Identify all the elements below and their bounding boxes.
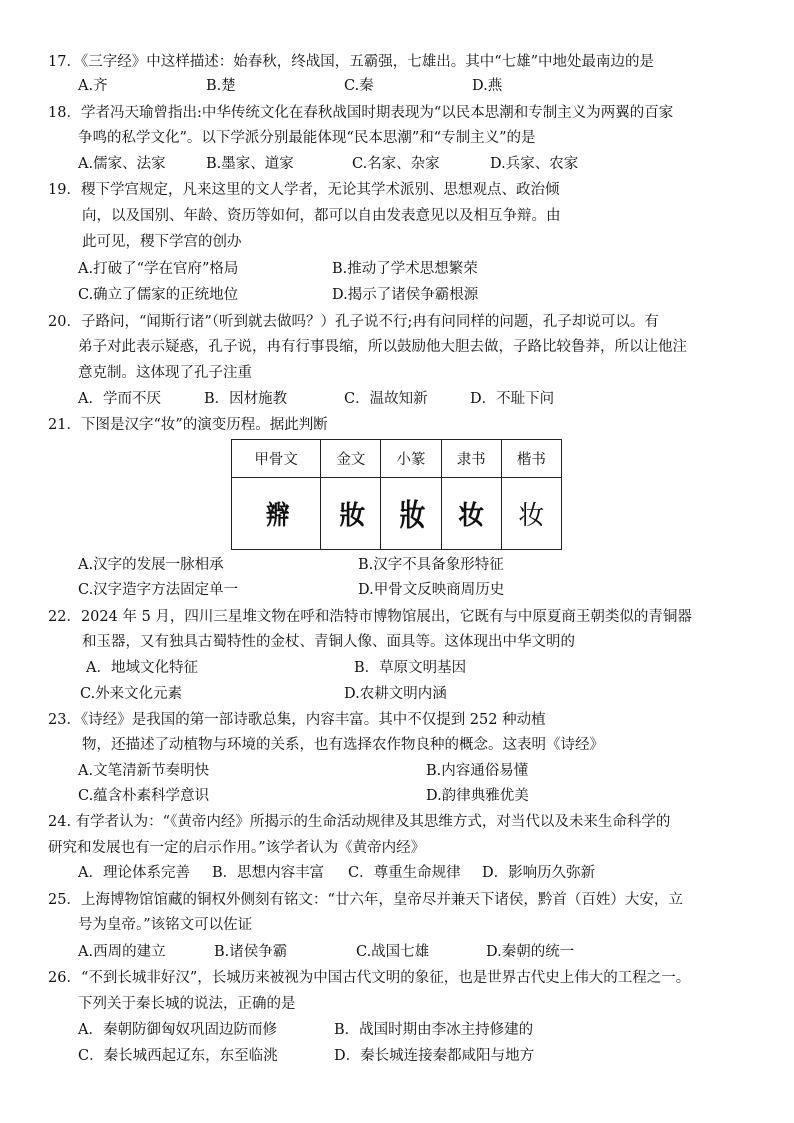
option-b: B.楚 [206, 78, 236, 94]
option-d: D.甲骨文反映商周历史 [358, 582, 505, 598]
option-b: B.内容通俗易懂 [426, 763, 529, 779]
option-a: A.打破了“学在官府”格局 [78, 261, 239, 277]
glyph-cell-oracle-bone [232, 478, 321, 550]
bronze-glyph: 妝 [339, 501, 363, 531]
question-22-stem-line-2: 和玉器，又有独具古蜀特性的金杖、青铜人像、面具等。这体现出中华文明的 [82, 634, 575, 650]
option-a: A．秦朝防御匈奴巩固边防而修 [78, 1022, 277, 1038]
glyph-cell-clerical [441, 478, 501, 550]
option-c: C.外来文化元素 [80, 686, 183, 702]
question-23-stem-line-2: 物，还描述了动植物与环境的关系，也有选择农作物良种的概念。这表明《诗经》 [82, 737, 604, 753]
question-20-stem-line-3: 意克制。这体现了孔子注重 [78, 365, 252, 381]
oracle-bone-glyph: 㸤 [266, 501, 287, 531]
option-b: B.汉字不具备象形特征 [358, 557, 504, 573]
option-d: D.农耕文明内涵 [344, 686, 447, 702]
question-19-stem-line-3: 此可见，稷下学宫的创办 [82, 234, 242, 250]
option-c: C.战国七雄 [356, 944, 430, 960]
option-d: D.秦朝的统一 [486, 944, 575, 960]
option-b: B．草原文明基因 [354, 660, 467, 676]
option-a: A．地域文化特征 [86, 660, 198, 676]
question-22-stem-line-1: 22．2024 年 5 月，四川三星堆文物在呼和浩特市博物馆展出，它既有与中原夏商王朝类似的青铜器 [48, 609, 692, 625]
option-d: D.揭示了诸侯争霸根源 [332, 287, 479, 303]
option-c: C．尊重生命规律 [348, 865, 461, 881]
question-24-stem-line-2: 研究和发展也有一定的启示作用。”该学者认为《黄帝内经》 [48, 840, 426, 856]
option-b: B．战国时期由李冰主持修建的 [334, 1022, 534, 1038]
clerical-glyph: 妆 [458, 501, 485, 531]
question-21-stem: 21．下图是汉字“妆”的演变历程。据此判断 [48, 417, 328, 433]
character-evolution-table [231, 439, 562, 550]
question-19-stem-line-2: 向，以及国别、年龄、资历等如何，都可以自由发表意见以及相互争辩。由 [82, 208, 561, 224]
option-d: D．秦长城连接秦都咸阳与地方 [334, 1048, 535, 1064]
option-c: C.确立了儒家的正统地位 [78, 287, 239, 303]
option-a: A.汉字的发展一脉相承 [78, 557, 224, 573]
glyph-cell-regular [501, 478, 561, 550]
small-seal-glyph: 妝 [399, 499, 423, 534]
option-a: A.西周的建立 [78, 944, 166, 960]
option-b: B.墨家、道家 [206, 156, 294, 172]
question-19-stem-line-1: 19．稷下学宫规定，凡来这里的文人学者，无论其学术派别、思想观点、政治倾 [48, 182, 560, 198]
header-clerical: 隶书 [441, 440, 501, 478]
option-b: B.诸侯争霸 [214, 944, 288, 960]
question-26-stem-line-1: 26．“不到长城非好汉”，长城历来被视为中国古代文明的象征，也是世界古代史上伟大的工程之一。 [48, 970, 691, 986]
header-oracle-bone: 甲骨文 [232, 440, 321, 478]
question-20-stem-line-2: 弟子对此表示疑惑，孔子说，冉有行事畏缩，所以鼓励他大胆去做，子路比较鲁莽，所以让他注 [78, 339, 687, 355]
option-d: D.燕 [472, 78, 503, 94]
option-d: D．不耻下问 [470, 391, 555, 407]
option-c: C.汉字造字方法固定单一 [78, 582, 239, 598]
question-25-stem-line-2: 号为皇帝。”该铭文可以佐证 [78, 917, 253, 933]
glyph-cell-small-seal [381, 478, 441, 550]
option-c: C．秦长城西起辽东，东至临洮 [78, 1048, 278, 1064]
option-a: A．理论体系完善 [78, 865, 190, 881]
option-c: C.名家、杂家 [352, 156, 440, 172]
question-18-stem-line-2: 争鸣的私学文化”。以下学派分别最能体现“民本思潮”和“专制主义”的是 [78, 130, 536, 146]
option-d: D．影响历久弥新 [482, 865, 596, 881]
question-24-stem-line-1: 24. 有学者认为：“《黄帝内经》所揭示的生命活动规律及其思维方式，对当代以及未来生命科学的 [48, 814, 671, 830]
option-a: A．学而不厌 [78, 391, 161, 407]
option-c: C．温故知新 [344, 391, 428, 407]
header-small-seal: 小篆 [381, 440, 441, 478]
option-d: D.韵律典雅优美 [426, 788, 529, 804]
option-a: A.齐 [78, 78, 108, 94]
glyph-cell-bronze [321, 478, 381, 550]
option-d: D.兵家、农家 [490, 156, 579, 172]
header-regular: 楷书 [501, 440, 561, 478]
question-23-stem-line-1: 23．《诗经》是我国的第一部诗歌总集，内容丰富。其中不仅提到 252 种动植 [48, 712, 546, 728]
option-c: C.秦 [344, 78, 374, 94]
question-18-stem-line-1: 18．学者冯天瑜曾指出:中华传统文化在春秋战国时期表现为“以民本思潮和专制主义为两翼的百家 [48, 105, 674, 121]
question-20-stem-line-1: 20．子路问，“闻斯行诸”（听到就去做吗？）孔子说不行;冉有问同样的问题，孔子却说可以。有 [48, 314, 659, 330]
option-c: C.蕴含朴素科学意识 [78, 788, 210, 804]
header-bronze: 金文 [321, 440, 381, 478]
question-26-stem-line-2: 下列关于秦长城的说法，正确的是 [78, 996, 296, 1012]
option-a: A.儒家、法家 [78, 156, 166, 172]
regular-glyph: 妆 [518, 501, 545, 531]
option-b: B．思想内容丰富 [212, 865, 325, 881]
option-b: B．因材施教 [204, 391, 288, 407]
option-b: B.推动了学术思想繁荣 [332, 261, 478, 277]
question-17-stem: 17．《三字经》中这样描述：始春秋，终战国，五霸强，七雄出。其中“七雄”中地处最南边的是 [48, 54, 655, 70]
question-25-stem-line-1: 25．上海博物馆馆藏的铜权外侧刻有铭文：“廿六年，皇帝尽并兼天下诸侯，黔首（百姓）大安，立 [48, 892, 683, 908]
option-a: A.文笔清新节奏明快 [78, 763, 210, 779]
